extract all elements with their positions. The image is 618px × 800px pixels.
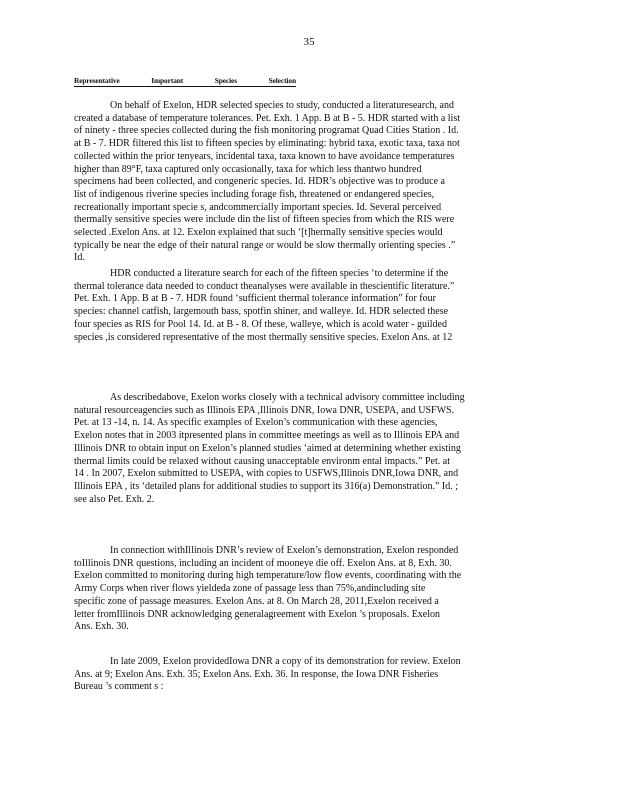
text-line: specific zone of passage measures. Exelon Ans. at 8. On March 28, 2011,Exelon received a [74, 595, 439, 607]
text-line: thermally sensitive species were include din the list of fifteen species from which the RIS were [74, 214, 455, 226]
text-line: at B - 7. HDR filtered this list to fifteen species by eliminating: hybrid taxa, exotic taxa, taxa not [74, 138, 460, 150]
text-line: Id. [74, 252, 85, 264]
text-line: Pet. at 13 -14, n. 14. As specific examples of Exelon’s communication with these agencies, [74, 417, 438, 429]
paragraph [74, 545, 540, 634]
heading-word: Selection [268, 76, 296, 85]
text-line: Bureau ’s comment s : [74, 681, 164, 693]
text-line: collected within the prior tenyears, incidental taxa, taxa known to have avoidance temperatures [74, 150, 455, 162]
text-line: list of indigenous riverine species including forage fish, threatened or endangered species, [74, 188, 435, 200]
text-line: typically be near the edge of their natural range or would be slow thermally orienting species .” [74, 239, 456, 251]
text-line: Illinois DNR to obtain input on Exelon’s planned studies ‘aimed at determining whether existing [74, 442, 461, 454]
paragraph [74, 268, 540, 344]
text-line: species: channel catfish, largemouth bass, spotfin shiner, and walleye. Id. HDR selected these [74, 306, 449, 318]
heading-word: Species [214, 76, 238, 85]
text-line: natural resourceagencies such as Illinois EPA ,Illinois DNR, Iowa DNR, USEPA, and USFWS. [74, 404, 455, 416]
text-line: Ans. Exh. 30. [74, 621, 129, 633]
text-line: letter fromIllinois DNR acknowledging generalagreement with Exelon ’s proposals. Exelon [74, 608, 441, 620]
text-line: In connection withIllinois DNR’s review of Exelon’s demonstration, Exelon responded [110, 545, 459, 556]
text-line: created a database of temperature tolerances. Pet. Exh. 1 App. B at B - 5. HDR started with a list [74, 112, 460, 124]
heading-word: Representative [74, 76, 120, 85]
text-line: selected .Exelon Ans. at 12. Exelon explained that such ‘[t]hermally sensitive species would [74, 227, 443, 239]
text-line: Exelon committed to monitoring during high temperature/low flow events, coordinating with the [74, 570, 462, 582]
page-number: 35 [303, 36, 315, 48]
text-line: thermal tolerance data needed to conduct theanalyses were available in thescientific literature.” [74, 280, 455, 292]
paragraph [74, 100, 540, 265]
text-line: Army Corps when river flows yieldeda zone of passage less than 75%,andincluding site [74, 583, 426, 595]
heading-word: Important [151, 76, 184, 85]
text-line: 14 . In 2007, Exelon submitted to USEPA, with copies to USFWS,Illinois DNR,Iowa DNR, and [74, 468, 459, 480]
text-line: Ans. at 9; Exelon Ans. Exh. 35; Exelon Ans. Exh. 36. In response, the Iowa DNR Fisheries [74, 668, 439, 680]
text-line: four species as RIS for Pool 14. Id. at B - 8. Of these, walleye, which is acold water - guilded [74, 318, 447, 330]
text-line: Pet. Exh. 1 App. B at B - 7. HDR found ‘sufficient thermal tolerance information” for four [74, 293, 436, 305]
text-line: Illinois EPA , its ‘detailed plans for additional studies to support its 316(a) Demonstration.” Id. ; [74, 480, 459, 492]
text-line: HDR conducted a literature search for each of the fifteen species ‘to determine if the [110, 268, 449, 279]
text-line: species ,is considered representative of the most thermally sensitive species. Exelon Ans. at 12 [74, 331, 453, 343]
text-line: Exelon notes that in 2003 itpresented plans in committee meetings as well as to Illinois EPA and [74, 430, 460, 442]
text-line: higher than 89°F, taxa captured only occasionally, taxa for which less thantwo hundred [74, 163, 422, 175]
text-line: thermal limits could be relaxed without causing unacceptable environm ental impacts.” Pet. at [74, 455, 450, 467]
text-line: of ninety - three species collected during the fish monitoring programat Quad Cities Station . Id. [74, 125, 459, 137]
text-line: In late 2009, Exelon providedIowa DNR a copy of its demonstration for review. Exelon [110, 656, 461, 667]
text-line: On behalf of Exelon, HDR selected species to study, conducted a literaturesearch, and [110, 100, 454, 111]
text-line: toIllinois DNR questions, including an incident of mooneye die off. Exelon Ans. at 8, Exh. 30. [74, 557, 452, 569]
text-line: As describedabove, Exelon works closely with a technical advisory committee including [110, 392, 465, 403]
paragraph [74, 656, 540, 694]
text-line: specimens had been collected, and congeneric species. Id. HDR’s objective was to produce a [74, 176, 445, 188]
section-heading [74, 76, 296, 87]
paragraph [74, 392, 540, 506]
text-line: see also Pet. Exh. 2. [74, 493, 155, 505]
text-line: recreationally important specie s, andcommercially important species. Id. Several perceived [74, 201, 442, 213]
